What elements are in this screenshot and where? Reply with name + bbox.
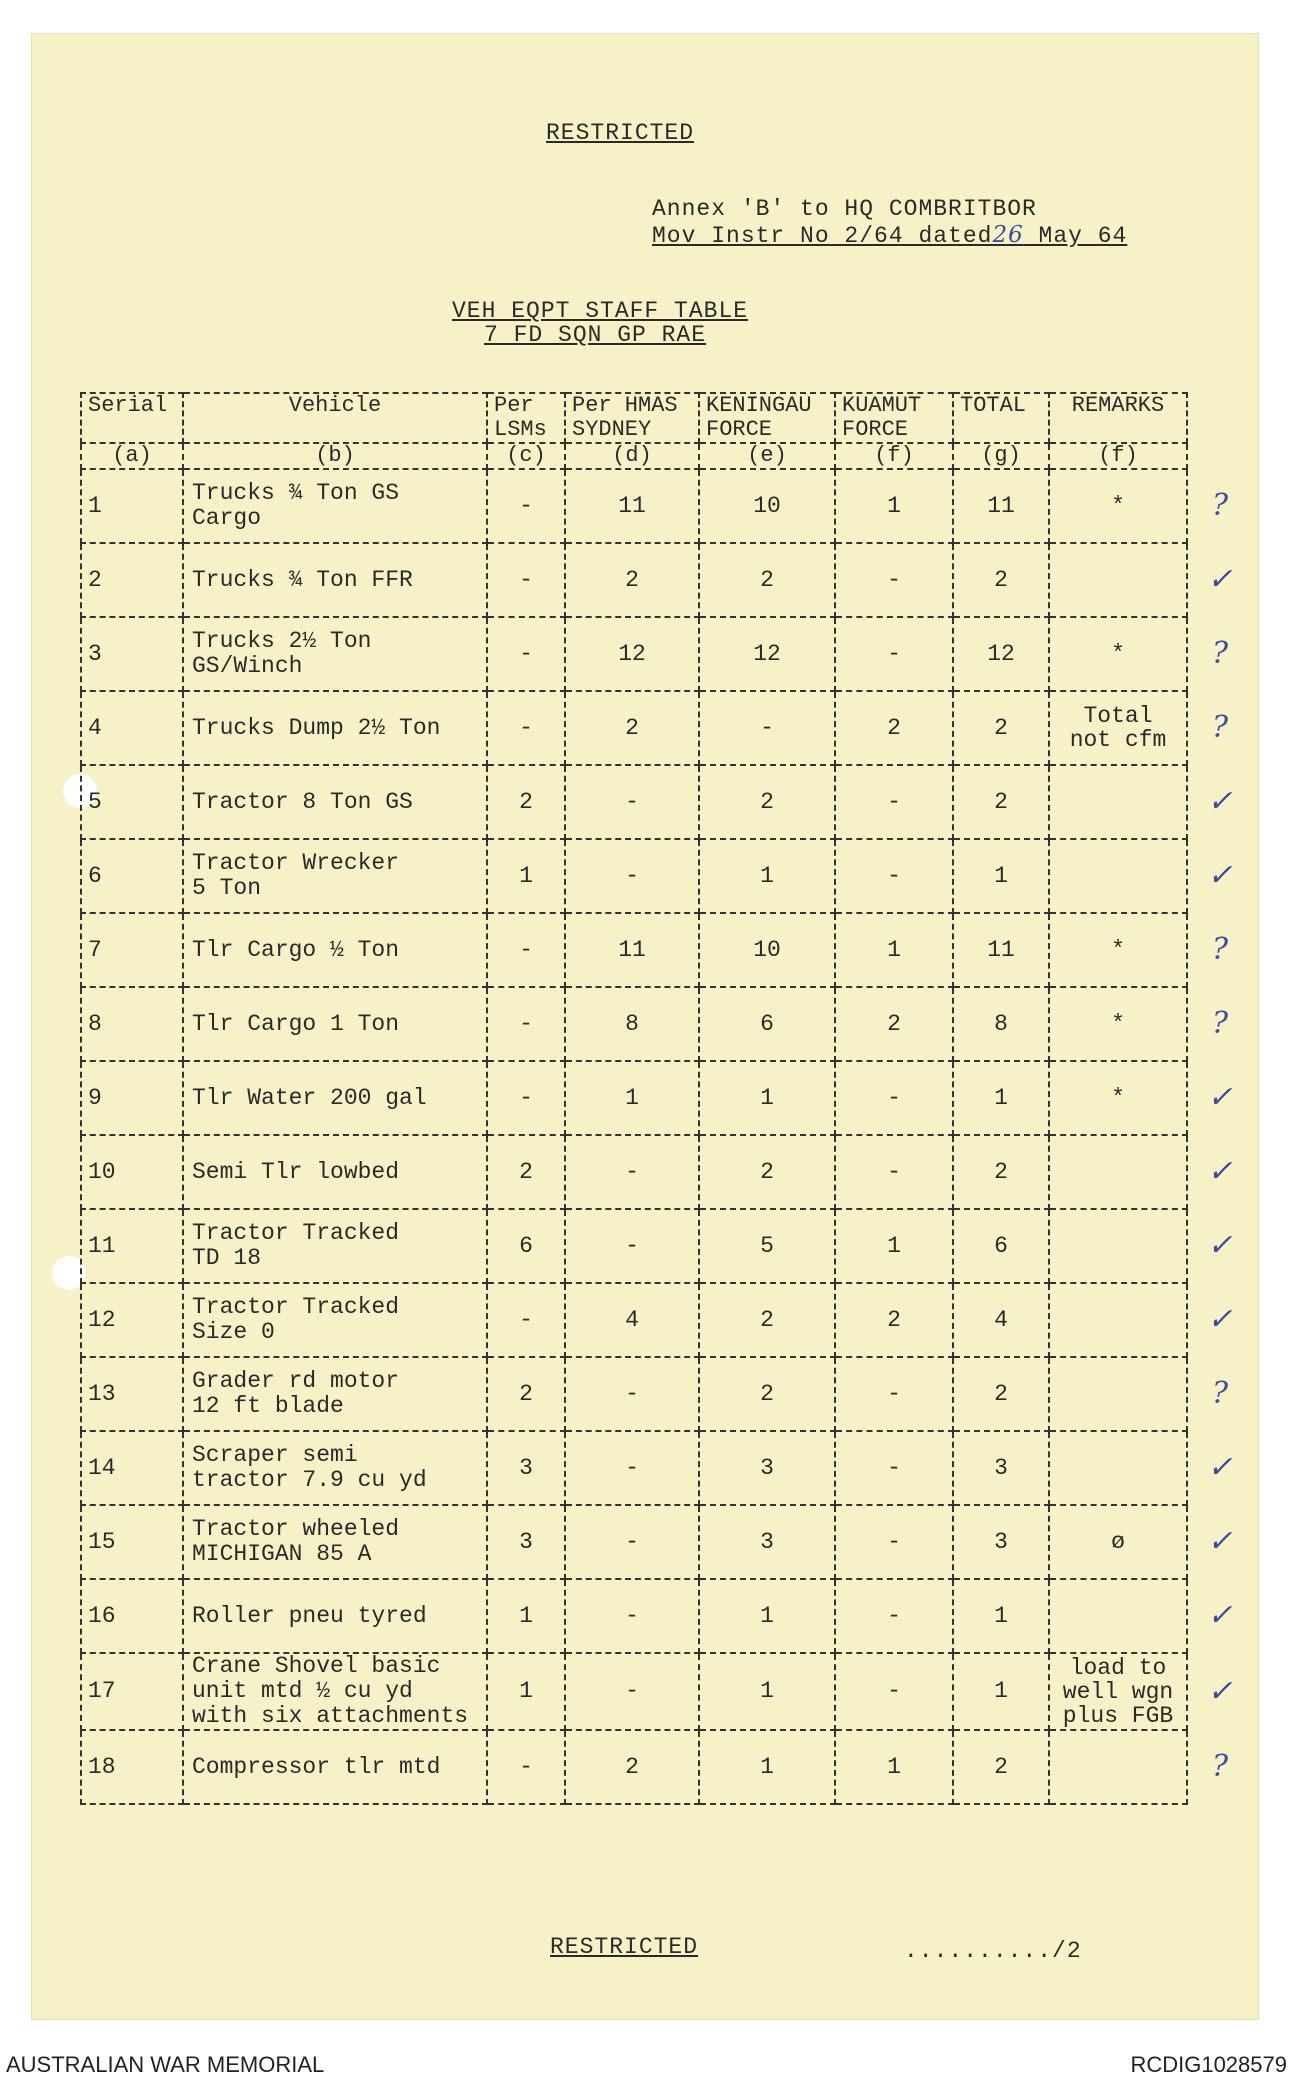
- letter-e: (e): [699, 443, 835, 469]
- kuamut-cell: 1: [835, 1209, 953, 1283]
- kuamut-cell: 1: [835, 913, 953, 987]
- check-mark-annotation: ✓: [1207, 1524, 1233, 1559]
- keningau-cell: 2: [699, 543, 835, 617]
- remarks-cell: *: [1049, 1061, 1187, 1135]
- keningau-cell: 2: [699, 765, 835, 839]
- col-per-lsms: Per LSMs: [487, 393, 565, 443]
- per-lsms-cell: 3: [487, 1431, 565, 1505]
- per-sydney-cell: 2: [565, 543, 699, 617]
- kuamut-cell: 2: [835, 691, 953, 765]
- annex-line-1: Annex 'B' to HQ COMBRITBOR: [652, 196, 1037, 222]
- per-lsms-cell: -: [487, 691, 565, 765]
- total-cell: 2: [953, 1730, 1049, 1804]
- table-title: VEH EQPT STAFF TABLE: [452, 298, 749, 324]
- serial-cell: 5: [81, 765, 183, 839]
- kuamut-cell: 1: [835, 469, 953, 543]
- total-cell: 1: [953, 1061, 1049, 1135]
- question-mark-annotation: ?: [1211, 636, 1229, 671]
- total-cell: 11: [953, 469, 1049, 543]
- table-row: [81, 1283, 1187, 1357]
- table-row: [81, 617, 1187, 691]
- total-cell: 3: [953, 1431, 1049, 1505]
- per-sydney-cell: 11: [565, 913, 699, 987]
- per-lsms-cell: -: [487, 543, 565, 617]
- table-row: [81, 1653, 1187, 1730]
- check-mark-annotation: ✓: [1207, 1598, 1233, 1633]
- kuamut-cell: -: [835, 1653, 953, 1730]
- remarks-cell: [1049, 1283, 1187, 1357]
- per-lsms-cell: -: [487, 469, 565, 543]
- vehicle-cell: Compressor tlr mtd: [183, 1730, 487, 1804]
- kuamut-cell: -: [835, 543, 953, 617]
- vehicle-cell: Roller pneu tyred: [183, 1579, 487, 1653]
- table-row: [81, 1505, 1187, 1579]
- letter-c: (c): [487, 443, 565, 469]
- check-mark-annotation: ✓: [1207, 1154, 1233, 1189]
- serial-cell: 13: [81, 1357, 183, 1431]
- vehicle-cell: Scraper semi tractor 7.9 cu yd: [183, 1431, 487, 1505]
- col-keningau-force: KENINGAU FORCE: [699, 393, 835, 443]
- serial-cell: 10: [81, 1135, 183, 1209]
- vehicle-cell: Tractor wheeled MICHIGAN 85 A: [183, 1505, 487, 1579]
- col-vehicle: Vehicle: [183, 393, 487, 443]
- vehicle-cell: Tractor Tracked TD 18: [183, 1209, 487, 1283]
- classification-bottom: RESTRICTED: [550, 1934, 699, 1960]
- vehicle-cell: Tractor Tracked Size 0: [183, 1283, 487, 1357]
- handwritten-day: 26: [992, 222, 1024, 248]
- keningau-cell: 6: [699, 987, 835, 1061]
- question-mark-annotation: ?: [1211, 710, 1229, 745]
- per-lsms-cell: -: [487, 913, 565, 987]
- remarks-cell: [1049, 1730, 1187, 1804]
- kuamut-cell: -: [835, 1061, 953, 1135]
- remarks-cell: [1049, 765, 1187, 839]
- kuamut-cell: -: [835, 1135, 953, 1209]
- kuamut-cell: -: [835, 1579, 953, 1653]
- per-lsms-cell: -: [487, 617, 565, 691]
- total-cell: 3: [953, 1505, 1049, 1579]
- per-lsms-cell: 2: [487, 1357, 565, 1431]
- question-mark-annotation: ?: [1211, 932, 1229, 967]
- keningau-cell: 2: [699, 1357, 835, 1431]
- remarks-cell: *: [1049, 987, 1187, 1061]
- question-mark-annotation: ?: [1211, 1749, 1229, 1784]
- remarks-cell: [1049, 1579, 1187, 1653]
- total-cell: 2: [953, 691, 1049, 765]
- table-row: [81, 1061, 1187, 1135]
- total-cell: 4: [953, 1283, 1049, 1357]
- kuamut-cell: -: [835, 1357, 953, 1431]
- letter-f-remarks: (f): [1049, 443, 1187, 469]
- check-mark-annotation: ✓: [1207, 1450, 1233, 1485]
- kuamut-cell: -: [835, 617, 953, 691]
- check-mark-annotation: ✓: [1207, 1302, 1233, 1337]
- serial-cell: 9: [81, 1061, 183, 1135]
- kuamut-cell: -: [835, 1505, 953, 1579]
- table-row: [81, 1431, 1187, 1505]
- annex-line-2: Mov Instr No 2/64 dated26 May 64: [652, 222, 1128, 249]
- total-cell: 2: [953, 1357, 1049, 1431]
- per-lsms-cell: 2: [487, 765, 565, 839]
- per-sydney-cell: 11: [565, 469, 699, 543]
- remarks-cell: [1049, 839, 1187, 913]
- keningau-cell: 10: [699, 913, 835, 987]
- table-row: [81, 913, 1187, 987]
- per-sydney-cell: 8: [565, 987, 699, 1061]
- keningau-cell: 3: [699, 1431, 835, 1505]
- keningau-cell: 1: [699, 839, 835, 913]
- staff-table: [80, 392, 1188, 1805]
- keningau-cell: 1: [699, 1653, 835, 1730]
- per-sydney-cell: -: [565, 765, 699, 839]
- check-mark-annotation: ✓: [1207, 1673, 1233, 1709]
- table-row: [81, 469, 1187, 543]
- remarks-cell: [1049, 1209, 1187, 1283]
- kuamut-cell: 2: [835, 1283, 953, 1357]
- letter-f: (f): [835, 443, 953, 469]
- keningau-cell: -: [699, 691, 835, 765]
- serial-cell: 16: [81, 1579, 183, 1653]
- keningau-cell: 10: [699, 469, 835, 543]
- per-sydney-cell: -: [565, 1357, 699, 1431]
- serial-cell: 3: [81, 617, 183, 691]
- kuamut-cell: 1: [835, 1730, 953, 1804]
- per-lsms-cell: 3: [487, 1505, 565, 1579]
- per-sydney-cell: -: [565, 1653, 699, 1730]
- remarks-cell: [1049, 1135, 1187, 1209]
- serial-cell: 14: [81, 1431, 183, 1505]
- col-kuamut-force: KUAMUT FORCE: [835, 393, 953, 443]
- vehicle-cell: Tractor 8 Ton GS: [183, 765, 487, 839]
- table-row: [81, 1135, 1187, 1209]
- archive-credit: AUSTRALIAN WAR MEMORIAL: [6, 2052, 325, 2077]
- question-mark-annotation: ?: [1211, 1006, 1229, 1041]
- per-sydney-cell: -: [565, 1135, 699, 1209]
- kuamut-cell: 2: [835, 987, 953, 1061]
- check-mark-annotation: ✓: [1207, 784, 1233, 819]
- table-row: [81, 543, 1187, 617]
- serial-cell: 11: [81, 1209, 183, 1283]
- total-cell: 1: [953, 839, 1049, 913]
- per-sydney-cell: -: [565, 1431, 699, 1505]
- serial-cell: 12: [81, 1283, 183, 1357]
- vehicle-cell: Crane Shovel basic unit mtd ½ cu yd with six attachments: [183, 1653, 487, 1730]
- per-lsms-cell: 1: [487, 1653, 565, 1730]
- vehicle-cell: Trucks Dump 2½ Ton: [183, 691, 487, 765]
- keningau-cell: 2: [699, 1135, 835, 1209]
- per-sydney-cell: -: [565, 1505, 699, 1579]
- check-mark-annotation: ✓: [1207, 1080, 1233, 1115]
- check-mark-annotation: ✓: [1207, 858, 1233, 893]
- col-total: TOTAL: [953, 393, 1049, 443]
- vehicle-cell: Trucks ¾ Ton GS Cargo: [183, 469, 487, 543]
- total-cell: 8: [953, 987, 1049, 1061]
- per-sydney-cell: -: [565, 1209, 699, 1283]
- col-serial: Serial: [81, 393, 183, 443]
- column-letter-row: [81, 443, 1187, 469]
- serial-cell: 4: [81, 691, 183, 765]
- vehicle-cell: Grader rd motor 12 ft blade: [183, 1357, 487, 1431]
- total-cell: 1: [953, 1579, 1049, 1653]
- per-sydney-cell: 1: [565, 1061, 699, 1135]
- total-cell: 6: [953, 1209, 1049, 1283]
- total-cell: 12: [953, 617, 1049, 691]
- kuamut-cell: -: [835, 1431, 953, 1505]
- table-row: [81, 1357, 1187, 1431]
- remarks-cell: *: [1049, 617, 1187, 691]
- table-row: [81, 1209, 1187, 1283]
- table-row: [81, 765, 1187, 839]
- kuamut-cell: -: [835, 839, 953, 913]
- question-mark-annotation: ?: [1211, 1376, 1229, 1411]
- letter-d: (d): [565, 443, 699, 469]
- per-sydney-cell: 12: [565, 617, 699, 691]
- serial-cell: 7: [81, 913, 183, 987]
- per-sydney-cell: -: [565, 1579, 699, 1653]
- per-lsms-cell: -: [487, 1730, 565, 1804]
- per-lsms-cell: -: [487, 987, 565, 1061]
- keningau-cell: 1: [699, 1730, 835, 1804]
- serial-cell: 18: [81, 1730, 183, 1804]
- serial-cell: 8: [81, 987, 183, 1061]
- keningau-cell: 12: [699, 617, 835, 691]
- keningau-cell: 2: [699, 1283, 835, 1357]
- letter-a: (a): [81, 443, 183, 469]
- total-cell: 2: [953, 1135, 1049, 1209]
- table-row: [81, 1579, 1187, 1653]
- table-row: [81, 1730, 1187, 1804]
- keningau-cell: 5: [699, 1209, 835, 1283]
- question-mark-annotation: ?: [1211, 488, 1229, 523]
- kuamut-cell: -: [835, 765, 953, 839]
- table-row: [81, 987, 1187, 1061]
- per-lsms-cell: 2: [487, 1135, 565, 1209]
- unit-title: 7 FD SQN GP RAE: [484, 322, 707, 348]
- header-row: [81, 393, 1187, 443]
- keningau-cell: 3: [699, 1505, 835, 1579]
- per-sydney-cell: 4: [565, 1283, 699, 1357]
- table-row: [81, 839, 1187, 913]
- vehicle-cell: Tlr Cargo 1 Ton: [183, 987, 487, 1061]
- per-lsms-cell: -: [487, 1061, 565, 1135]
- remarks-cell: *: [1049, 469, 1187, 543]
- total-cell: 1: [953, 1653, 1049, 1730]
- serial-cell: 15: [81, 1505, 183, 1579]
- per-sydney-cell: 2: [565, 1730, 699, 1804]
- total-cell: 2: [953, 765, 1049, 839]
- check-mark-annotation: ✓: [1207, 562, 1233, 597]
- per-lsms-cell: 1: [487, 839, 565, 913]
- keningau-cell: 1: [699, 1579, 835, 1653]
- vehicle-cell: Trucks ¾ Ton FFR: [183, 543, 487, 617]
- remarks-cell: *: [1049, 913, 1187, 987]
- classification-top: RESTRICTED: [546, 120, 695, 146]
- next-page-ref: ........../2: [904, 1938, 1082, 1964]
- letter-g: (g): [953, 443, 1049, 469]
- check-mark-annotation: ✓: [1207, 1228, 1233, 1263]
- remarks-cell: [1049, 1357, 1187, 1431]
- remarks-cell: [1049, 1431, 1187, 1505]
- remarks-cell: Total not cfm: [1049, 691, 1187, 765]
- vehicle-cell: Tlr Cargo ½ Ton: [183, 913, 487, 987]
- vehicle-cell: Semi Tlr lowbed: [183, 1135, 487, 1209]
- per-lsms-cell: 1: [487, 1579, 565, 1653]
- per-sydney-cell: 2: [565, 691, 699, 765]
- archive-id: RCDIG1028579: [1130, 2052, 1287, 2077]
- serial-cell: 1: [81, 469, 183, 543]
- keningau-cell: 1: [699, 1061, 835, 1135]
- vehicle-cell: Trucks 2½ Ton GS/Winch: [183, 617, 487, 691]
- vehicle-cell: Tlr Water 200 gal: [183, 1061, 487, 1135]
- remarks-cell: load to well wgn plus FGB: [1049, 1653, 1187, 1730]
- per-lsms-cell: -: [487, 1283, 565, 1357]
- col-per-hmas-sydney: Per HMAS SYDNEY: [565, 393, 699, 443]
- per-sydney-cell: -: [565, 839, 699, 913]
- per-lsms-cell: 6: [487, 1209, 565, 1283]
- col-remarks: REMARKS: [1049, 393, 1187, 443]
- table-row: [81, 691, 1187, 765]
- total-cell: 11: [953, 913, 1049, 987]
- serial-cell: 17: [81, 1653, 183, 1730]
- vehicle-cell: Tractor Wrecker 5 Ton: [183, 839, 487, 913]
- serial-cell: 2: [81, 543, 183, 617]
- serial-cell: 6: [81, 839, 183, 913]
- total-cell: 2: [953, 543, 1049, 617]
- remarks-cell: ø: [1049, 1505, 1187, 1579]
- letter-b: (b): [183, 443, 487, 469]
- remarks-cell: [1049, 543, 1187, 617]
